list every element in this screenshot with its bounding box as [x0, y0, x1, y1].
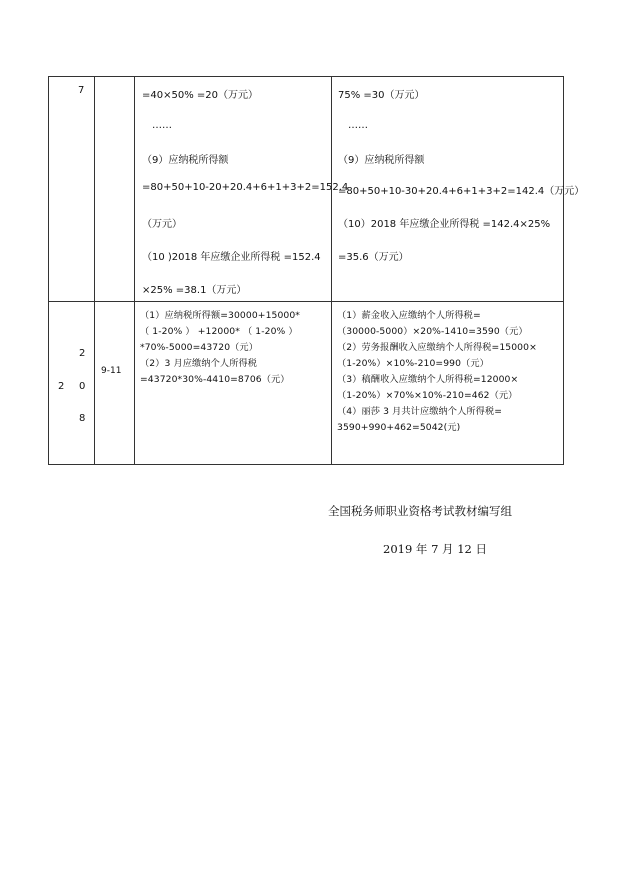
- right-line-5: （10）2018 年应缴企业所得税 =142.4×25%: [338, 219, 551, 230]
- left-line-7: ×25% =38.1（万元）: [142, 285, 247, 296]
- left-line-2: （ 1-20% ） +12000* （ 1-20% ）: [140, 326, 298, 337]
- right-line-1: （1）薪金收入应缴纳个人所得税=: [337, 310, 481, 321]
- table-divider-3: [331, 76, 332, 465]
- table-border-left: [48, 76, 49, 465]
- right-line-8: 3590+990+462=5042(元): [337, 422, 461, 433]
- table-row-divider: [48, 301, 564, 302]
- left-line-3: *70%-5000=43720（元）: [140, 342, 258, 353]
- right-line-6: （1-20%）×70%×10%-210=462（元）: [337, 390, 518, 401]
- right-line-1: 75% =30（万元）: [338, 90, 425, 101]
- footer-organization: 全国税务师职业资格考试教材编写组: [328, 504, 512, 518]
- right-line-7: （4）丽莎 3 月共计应缴纳个人所得税=: [337, 406, 503, 417]
- right-line-6: =35.6（万元）: [338, 252, 409, 263]
- left-line-4: =80+50+10-20+20.4+6+1+3+2=152.4: [142, 182, 349, 193]
- left-line-5: =43720*30%-4410=8706（元）: [140, 374, 290, 385]
- year-char: 2: [58, 381, 65, 392]
- table-divider-2: [134, 76, 135, 465]
- table-divider-1: [94, 76, 95, 465]
- left-line-2: ……: [152, 120, 172, 131]
- left-line-6: （10 )2018 年应缴企业所得税 =152.4: [142, 252, 321, 263]
- right-line-4: （1-20%）×10%-210=990（元）: [337, 358, 489, 369]
- table-border-top: [48, 76, 564, 77]
- page-range: 9-11: [101, 366, 122, 376]
- row-number: 7: [78, 85, 85, 96]
- right-line-4: =80+50+10-30+20.4+6+1+3+2=142.4（万元）: [338, 186, 585, 197]
- left-line-4: （2）3 月应缴纳个人所得税: [140, 358, 258, 369]
- right-line-2: （30000-5000）×20%-1410=3590（元）: [337, 326, 528, 337]
- right-line-3: （2）劳务报酬收入应缴纳个人所得税=15000×: [337, 342, 537, 353]
- year-char: 2: [79, 348, 86, 359]
- errata-table: [48, 76, 585, 465]
- left-line-1: =40×50% =20（万元）: [142, 90, 258, 101]
- left-line-5: （万元）: [142, 219, 182, 230]
- left-line-1: （1）应纳税所得额=30000+15000*: [140, 310, 300, 321]
- left-line-3: （9）应纳税所得额: [142, 155, 229, 166]
- year-char: 8: [79, 413, 86, 424]
- footer-date: 2019 年 7 月 12 日: [383, 542, 487, 556]
- right-line-5: （3）稿酬收入应缴纳个人所得税=12000×: [337, 374, 519, 385]
- table-border-right: [563, 76, 564, 465]
- right-line-2: ……: [348, 120, 368, 131]
- table-border-bottom: [48, 464, 564, 465]
- right-line-3: （9）应纳税所得额: [338, 155, 425, 166]
- year-char: 0: [79, 381, 86, 392]
